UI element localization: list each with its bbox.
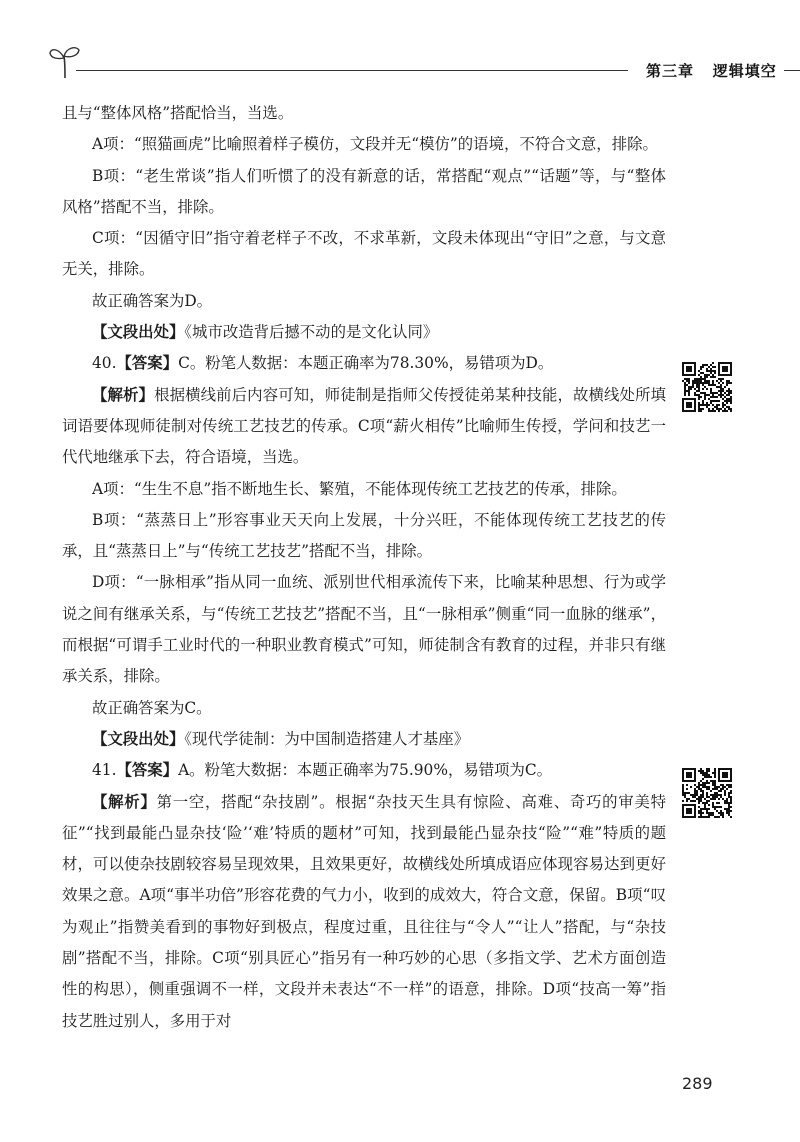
answer-line: 41.【答案】A。粉笔大数据：本题正确率为75.90%，易错项为C。 xyxy=(92,761,553,780)
body-text xyxy=(62,98,666,1037)
answer-line: 40.【答案】C。粉笔人数据：本题正确率为78.30%，易错项为D。 xyxy=(92,354,554,373)
analysis-label: 【解析】 xyxy=(92,385,155,404)
section-title: 逻辑填空 xyxy=(712,62,777,80)
source-line: 【文段出处】《现代学徒制：为中国制造搭建人才基座》 xyxy=(92,729,470,748)
analysis-paragraph: 【解析】根据横线前后内容可知，师徒制是指师父传授徒弟某种技能，故横线处所填词语要体现师徒制对传统工艺技艺的传承。C项“薪火相传”比喻师生传授，学问和技艺一代代地继承下去，符合语境，当选。 xyxy=(62,385,666,467)
paragraph: 且与“整体风格”搭配恰当，当选。 xyxy=(62,104,294,122)
paragraph: D项：“一脉相承”指从同一血统、派别世代相承流传下来，比喻某种思想、行为或学说之间有继承关系，与“传统工艺技艺”搭配不当，且“一脉相承”侧重“同一血脉的继承”，而根据“可谓手工业时代的一种职业教育模式”可知，师徒制含有教育的过程，并非只有继承关系，排除。 xyxy=(62,573,666,686)
header-rule-left xyxy=(76,70,628,71)
question-number: 41. xyxy=(92,761,117,780)
analysis-paragraph: 【解析】第一空，搭配“杂技剧”。根据“杂技天生具有惊险、高难、奇巧的审美特征”“找到最能凸显杂技‘险’‘难’特质的题材”可知，找到最能凸显杂技“险”“难”特质的题材，可以使杂技剧较容易呈现效果，且效果更好，故横线处所填成语应体现容易达到更好效果之意。A项“事半功倍”形容花费的气力小，收到的成效大，符合文意，保留。B项“叹为观止”指赞美看到的事物好到极点，程度过重，且往往与“令人”“让人”搭配，与“杂技剧”搭配不当，排除。C项“别具匠心”指另有一种巧妙的心思（多指文学、艺术方面创造性的构思），侧重强调不一样，文段并未表达“不一样”的语意，排除。D项“技高一筹”指技艺胜过别人，多用于对 xyxy=(62,792,666,1030)
chapter-number: 第三章 xyxy=(646,62,695,80)
source-label: 【文段出处】 xyxy=(92,729,185,748)
paragraph: 故正确答案为C。 xyxy=(92,698,212,717)
page-number: 289 xyxy=(682,1074,713,1093)
qr-code-icon[interactable] xyxy=(682,362,732,412)
chapter-title xyxy=(646,60,777,81)
analysis-label: 【解析】 xyxy=(92,792,157,811)
question-number: 40. xyxy=(92,354,117,373)
source-line: 【文段出处】《城市改造背后撼不动的是文化认同》 xyxy=(92,323,439,342)
source-label: 【文段出处】 xyxy=(92,323,185,342)
page-header xyxy=(48,40,800,90)
paragraph: 故正确答案为D。 xyxy=(92,291,213,310)
paragraph: A项：“照猫画虎”比喻照着样子模仿，文段并无“模仿”的语境，不符合文意，排除。 xyxy=(92,135,658,154)
paragraph: A项：“生生不息”指不断地生长、繁殖，不能体现传统工艺技艺的传承，排除。 xyxy=(92,479,627,498)
header-rule-right xyxy=(784,70,800,71)
paragraph: B项：“老生常谈”指人们听惯了的没有新意的话，常搭配“观点”“话题”等，与“整体风格”搭配不当，排除。 xyxy=(62,166,666,216)
paragraph: C项：“因循守旧”指守着老样子不改，不求革新，文段未体现出“守旧”之意，与文意无关，排除。 xyxy=(62,229,666,279)
paragraph: B项：“蒸蒸日上”形容事业天天向上发展，十分兴旺，不能体现传统工艺技艺的传承，且“蒸蒸日上”与“传统工艺技艺”搭配不当，排除。 xyxy=(62,510,666,561)
answer-label: 【答案】 xyxy=(116,354,179,373)
answer-label: 【答案】 xyxy=(116,761,179,780)
sprout-icon xyxy=(48,44,82,80)
qr-code-icon[interactable] xyxy=(682,768,732,818)
